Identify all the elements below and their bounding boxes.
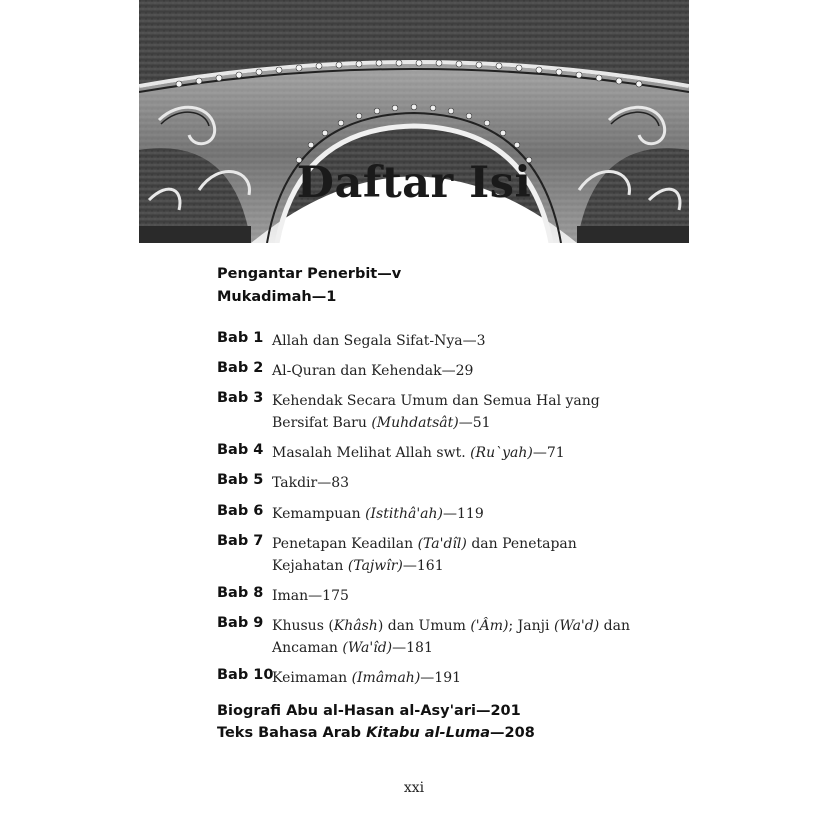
chapter-title (272, 472, 632, 494)
chapter-title (272, 360, 632, 382)
italic-term: Khâsh (333, 618, 378, 634)
italic-term: (Muhdatsât) (371, 415, 459, 431)
italic-term: (Istithâ'ah) (365, 506, 444, 522)
text-run: Penetapan Keadilan (272, 536, 418, 552)
front-matter-item: Mukadimah—1 (217, 289, 337, 305)
text-run: Khusus ( (272, 618, 334, 634)
text-run: Takdir—83 (272, 475, 350, 491)
italic-term: (Wa'd) (553, 618, 600, 634)
chapter-number: Bab 1 (217, 330, 264, 346)
italic-term: (Tajwîr) (347, 558, 403, 574)
back-matter-item (217, 725, 535, 741)
text-run: —71 (532, 445, 565, 461)
text-run: Kemampuan (272, 506, 366, 522)
text-run: Kehendak Secara Umum dan Semua Hal yang Bersifat Baru (272, 393, 600, 431)
book-page (139, 0, 689, 827)
chapter-title (272, 330, 632, 352)
text-run: Teks Bahasa Arab (217, 725, 367, 741)
text-run: —51 (458, 415, 491, 431)
page-number: xxi (403, 780, 425, 796)
chapter-title (272, 503, 632, 525)
text-run: —208 (490, 725, 535, 741)
chapter-number: Bab 2 (217, 360, 264, 376)
italic-term: (Ru`yah) (470, 445, 533, 461)
text-run: Keimaman (272, 670, 352, 686)
chapter-number: Bab 9 (217, 615, 264, 631)
chapter-number: Bab 10 (217, 667, 274, 683)
page-title: Daftar Isi (296, 158, 532, 208)
chapter-title (272, 390, 632, 434)
chapter-title (272, 615, 632, 659)
text-run: —191 (420, 670, 462, 686)
text-run: Masalah Melihat Allah swt. (272, 445, 471, 461)
chapter-number: Bab 8 (217, 585, 264, 601)
chapter-number: Bab 3 (217, 390, 264, 406)
text-run: ) dan Umum (377, 618, 471, 634)
back-matter-item (217, 703, 521, 719)
chapter-number: Bab 5 (217, 472, 264, 488)
chapter-title (272, 585, 632, 607)
text-run: Biografi Abu al-Hasan al-Asy'ari—201 (217, 703, 521, 719)
text-run: —181 (392, 640, 433, 656)
chapter-title (272, 442, 632, 464)
chapter-number: Bab 4 (217, 442, 264, 458)
italic-term: (Imâmah) (351, 670, 421, 686)
italic-term: ('Âm) (470, 618, 509, 634)
text-run: dan Penetapan Kejahatan (272, 536, 577, 574)
italic-term: (Ta'dîl) (417, 536, 467, 552)
text-run: Iman—175 (272, 588, 349, 604)
chapter-number: Bab 7 (217, 533, 264, 549)
italic-term: Kitabu al-Luma (366, 725, 491, 741)
text-run: ; Janji (508, 618, 554, 634)
italic-term: (Wa'îd) (342, 640, 393, 656)
chapter-title (272, 667, 632, 689)
chapter-number: Bab 6 (217, 503, 264, 519)
chapter-title (272, 533, 632, 577)
front-matter-item: Pengantar Penerbit—v (217, 266, 402, 282)
text-run: Allah dan Segala Sifat-Nya—3 (272, 333, 486, 349)
text-run: dan Ancaman (272, 618, 630, 656)
text-run: —119 (443, 506, 484, 522)
text-run: —161 (402, 558, 444, 574)
text-run: Al-Quran dan Kehendak—29 (272, 363, 474, 379)
